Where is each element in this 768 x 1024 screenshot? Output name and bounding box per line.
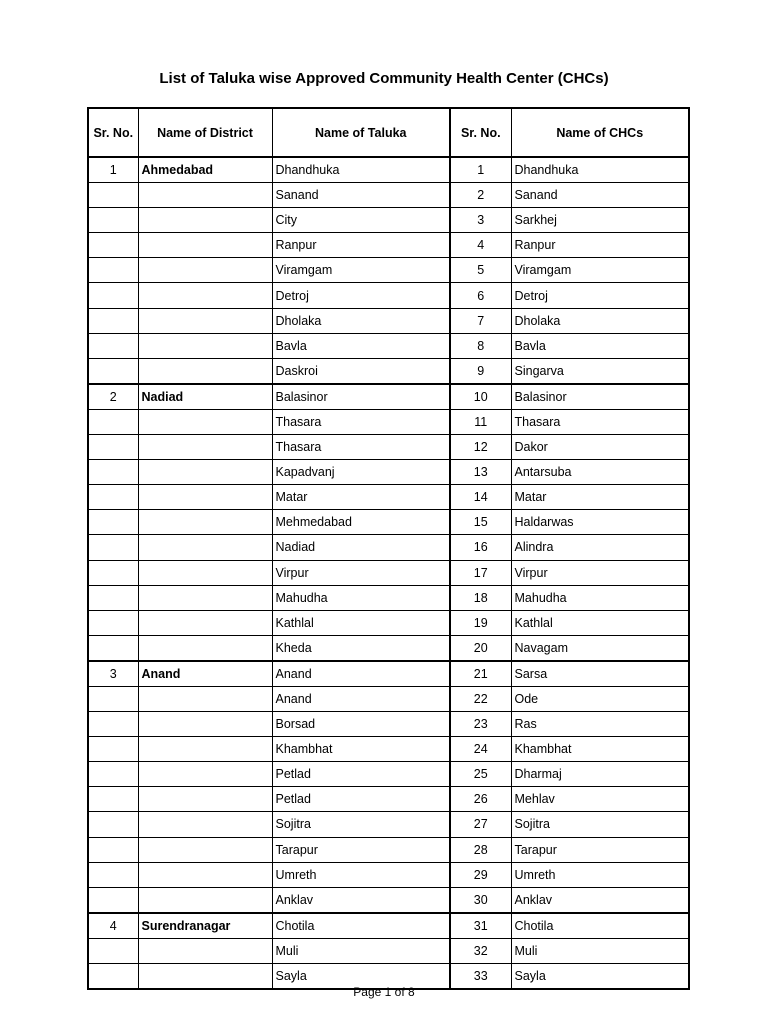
- cell-taluka: Petlad: [272, 762, 450, 787]
- cell-chc-name: Bavla: [511, 333, 689, 358]
- cell-sr-no: [88, 812, 138, 837]
- table-row: [88, 661, 689, 687]
- header-district: Name of District: [138, 108, 272, 157]
- cell-sr-no: [88, 610, 138, 635]
- cell-chc-name: Anklav: [511, 887, 689, 913]
- table-row: [88, 460, 689, 485]
- cell-taluka: Ranpur: [272, 233, 450, 258]
- table-row: [88, 837, 689, 862]
- cell-chc-sr-no: 3: [450, 208, 511, 233]
- cell-chc-name: Chotila: [511, 913, 689, 939]
- page-title: List of Taluka wise Approved Community Health Center (CHCs): [159, 70, 609, 87]
- cell-district: [138, 837, 272, 862]
- table-row: [88, 610, 689, 635]
- cell-sr-no: 3: [88, 661, 138, 687]
- cell-chc-sr-no: 2: [450, 183, 511, 208]
- cell-chc-name: Ranpur: [511, 233, 689, 258]
- cell-chc-sr-no: 13: [450, 460, 511, 485]
- cell-chc-name: Muli: [511, 938, 689, 963]
- cell-chc-name: Mehlav: [511, 787, 689, 812]
- cell-chc-sr-no: 5: [450, 258, 511, 283]
- table-row: [88, 233, 689, 258]
- cell-chc-name: Matar: [511, 485, 689, 510]
- cell-chc-name: Alindra: [511, 535, 689, 560]
- cell-sr-no: [88, 460, 138, 485]
- cell-sr-no: 4: [88, 913, 138, 939]
- cell-chc-name: Dhandhuka: [511, 157, 689, 183]
- table-row: [88, 258, 689, 283]
- cell-district: [138, 762, 272, 787]
- cell-chc-sr-no: 32: [450, 938, 511, 963]
- cell-district: [138, 258, 272, 283]
- cell-district: [138, 233, 272, 258]
- table-row: [88, 585, 689, 610]
- header-chc-name: Name of CHCs: [511, 108, 689, 157]
- cell-taluka: City: [272, 208, 450, 233]
- cell-sr-no: [88, 283, 138, 308]
- table-header-row: [88, 108, 689, 157]
- cell-sr-no: 1: [88, 157, 138, 183]
- cell-district: [138, 585, 272, 610]
- cell-chc-name: Thasara: [511, 409, 689, 434]
- cell-taluka: Dhandhuka: [272, 157, 450, 183]
- cell-sr-no: [88, 712, 138, 737]
- cell-chc-sr-no: 21: [450, 661, 511, 687]
- cell-chc-sr-no: 33: [450, 964, 511, 990]
- cell-district: [138, 610, 272, 635]
- cell-district: [138, 283, 272, 308]
- header-chc-sr-no: Sr. No.: [450, 108, 511, 157]
- cell-sr-no: [88, 862, 138, 887]
- cell-sr-no: [88, 510, 138, 535]
- cell-taluka: Anand: [272, 661, 450, 687]
- cell-taluka: Thasara: [272, 435, 450, 460]
- cell-taluka: Petlad: [272, 787, 450, 812]
- cell-chc-sr-no: 24: [450, 737, 511, 762]
- cell-taluka: Dholaka: [272, 308, 450, 333]
- cell-sr-no: 2: [88, 384, 138, 410]
- cell-chc-sr-no: 1: [450, 157, 511, 183]
- cell-district: [138, 887, 272, 913]
- table-row: [88, 712, 689, 737]
- cell-taluka: Kathlal: [272, 610, 450, 635]
- cell-chc-sr-no: 26: [450, 787, 511, 812]
- table-row: [88, 737, 689, 762]
- cell-sr-no: [88, 308, 138, 333]
- cell-chc-name: Viramgam: [511, 258, 689, 283]
- cell-chc-sr-no: 23: [450, 712, 511, 737]
- cell-chc-sr-no: 9: [450, 358, 511, 384]
- cell-chc-name: Balasinor: [511, 384, 689, 410]
- cell-district: [138, 686, 272, 711]
- table-row: [88, 535, 689, 560]
- cell-chc-name: Sojitra: [511, 812, 689, 837]
- cell-chc-name: Dakor: [511, 435, 689, 460]
- table-row: [88, 635, 689, 661]
- cell-district: [138, 485, 272, 510]
- cell-taluka: Sanand: [272, 183, 450, 208]
- table-row: [88, 812, 689, 837]
- table-row: [88, 938, 689, 963]
- table-row: [88, 485, 689, 510]
- table-row: [88, 333, 689, 358]
- cell-sr-no: [88, 409, 138, 434]
- cell-sr-no: [88, 358, 138, 384]
- cell-chc-sr-no: 19: [450, 610, 511, 635]
- cell-sr-no: [88, 258, 138, 283]
- cell-chc-name: Kathlal: [511, 610, 689, 635]
- cell-taluka: Anand: [272, 686, 450, 711]
- table-row: [88, 308, 689, 333]
- cell-chc-sr-no: 7: [450, 308, 511, 333]
- cell-taluka: Anklav: [272, 887, 450, 913]
- cell-chc-sr-no: 27: [450, 812, 511, 837]
- cell-sr-no: [88, 837, 138, 862]
- cell-chc-sr-no: 30: [450, 887, 511, 913]
- cell-chc-name: Sayla: [511, 964, 689, 990]
- cell-chc-name: Sarkhej: [511, 208, 689, 233]
- cell-sr-no: [88, 435, 138, 460]
- cell-taluka: Mehmedabad: [272, 510, 450, 535]
- cell-taluka: Thasara: [272, 409, 450, 434]
- cell-district: Nadiad: [138, 384, 272, 410]
- cell-taluka: Nadiad: [272, 535, 450, 560]
- cell-district: [138, 712, 272, 737]
- cell-sr-no: [88, 887, 138, 913]
- cell-taluka: Muli: [272, 938, 450, 963]
- cell-district: [138, 787, 272, 812]
- cell-chc-sr-no: 29: [450, 862, 511, 887]
- cell-chc-name: Dholaka: [511, 308, 689, 333]
- cell-sr-no: [88, 233, 138, 258]
- table-row: [88, 435, 689, 460]
- cell-chc-sr-no: 15: [450, 510, 511, 535]
- cell-district: [138, 737, 272, 762]
- cell-chc-name: Tarapur: [511, 837, 689, 862]
- cell-chc-sr-no: 25: [450, 762, 511, 787]
- cell-chc-name: Antarsuba: [511, 460, 689, 485]
- cell-chc-sr-no: 20: [450, 635, 511, 661]
- cell-chc-sr-no: 17: [450, 560, 511, 585]
- cell-taluka: Matar: [272, 485, 450, 510]
- cell-district: [138, 460, 272, 485]
- cell-chc-sr-no: 18: [450, 585, 511, 610]
- cell-chc-name: Navagam: [511, 635, 689, 661]
- cell-chc-name: Mahudha: [511, 585, 689, 610]
- cell-taluka: Viramgam: [272, 258, 450, 283]
- cell-chc-sr-no: 8: [450, 333, 511, 358]
- cell-chc-name: Singarva: [511, 358, 689, 384]
- cell-district: [138, 358, 272, 384]
- cell-taluka: Sojitra: [272, 812, 450, 837]
- cell-sr-no: [88, 585, 138, 610]
- table-row: [88, 358, 689, 384]
- cell-chc-name: Dharmaj: [511, 762, 689, 787]
- header-taluka: Name of Taluka: [272, 108, 450, 157]
- cell-chc-name: Umreth: [511, 862, 689, 887]
- cell-district: [138, 409, 272, 434]
- cell-taluka: Detroj: [272, 283, 450, 308]
- cell-chc-name: Ode: [511, 686, 689, 711]
- chc-table: [87, 107, 690, 990]
- table-row: [88, 887, 689, 913]
- cell-chc-sr-no: 16: [450, 535, 511, 560]
- table-row: [88, 183, 689, 208]
- table-row: [88, 686, 689, 711]
- table-row: [88, 560, 689, 585]
- cell-sr-no: [88, 183, 138, 208]
- cell-sr-no: [88, 938, 138, 963]
- cell-chc-sr-no: 31: [450, 913, 511, 939]
- cell-district: [138, 862, 272, 887]
- cell-taluka: Balasinor: [272, 384, 450, 410]
- cell-taluka: Khambhat: [272, 737, 450, 762]
- cell-taluka: Kapadvanj: [272, 460, 450, 485]
- cell-district: [138, 535, 272, 560]
- table-row: [88, 510, 689, 535]
- cell-taluka: Daskroi: [272, 358, 450, 384]
- cell-sr-no: [88, 208, 138, 233]
- cell-sr-no: [88, 560, 138, 585]
- cell-chc-name: Khambhat: [511, 737, 689, 762]
- cell-taluka: Umreth: [272, 862, 450, 887]
- cell-taluka: Borsad: [272, 712, 450, 737]
- cell-sr-no: [88, 686, 138, 711]
- cell-chc-sr-no: 11: [450, 409, 511, 434]
- cell-sr-no: [88, 787, 138, 812]
- table-row: [88, 283, 689, 308]
- cell-sr-no: [88, 333, 138, 358]
- table-row: [88, 208, 689, 233]
- cell-taluka: Mahudha: [272, 585, 450, 610]
- cell-chc-name: Detroj: [511, 283, 689, 308]
- cell-district: Anand: [138, 661, 272, 687]
- cell-chc-sr-no: 6: [450, 283, 511, 308]
- cell-chc-sr-no: 14: [450, 485, 511, 510]
- cell-chc-name: Ras: [511, 712, 689, 737]
- table-row: [88, 787, 689, 812]
- cell-sr-no: [88, 635, 138, 661]
- cell-chc-sr-no: 10: [450, 384, 511, 410]
- cell-taluka: Bavla: [272, 333, 450, 358]
- cell-chc-sr-no: 12: [450, 435, 511, 460]
- cell-district: Surendranagar: [138, 913, 272, 939]
- table-row: [88, 157, 689, 183]
- table-row: [88, 762, 689, 787]
- cell-district: [138, 183, 272, 208]
- cell-district: [138, 560, 272, 585]
- header-sr-no: Sr. No.: [88, 108, 138, 157]
- cell-district: [138, 333, 272, 358]
- cell-sr-no: [88, 737, 138, 762]
- cell-chc-sr-no: 22: [450, 686, 511, 711]
- cell-district: [138, 635, 272, 661]
- cell-chc-sr-no: 28: [450, 837, 511, 862]
- cell-taluka: Virpur: [272, 560, 450, 585]
- table-row: [88, 384, 689, 410]
- cell-taluka: Chotila: [272, 913, 450, 939]
- cell-district: [138, 208, 272, 233]
- cell-taluka: Sayla: [272, 964, 450, 990]
- cell-district: [138, 938, 272, 963]
- cell-chc-name: Sarsa: [511, 661, 689, 687]
- cell-sr-no: [88, 535, 138, 560]
- table-row: [88, 913, 689, 939]
- cell-sr-no: [88, 485, 138, 510]
- cell-district: [138, 308, 272, 333]
- cell-district: Ahmedabad: [138, 157, 272, 183]
- cell-chc-name: Haldarwas: [511, 510, 689, 535]
- cell-chc-name: Sanand: [511, 183, 689, 208]
- cell-district: [138, 435, 272, 460]
- cell-district: [138, 812, 272, 837]
- table-row: [88, 862, 689, 887]
- table-body: [88, 157, 689, 989]
- cell-chc-name: Virpur: [511, 560, 689, 585]
- table-row: [88, 409, 689, 434]
- cell-district: [138, 510, 272, 535]
- cell-sr-no: [88, 762, 138, 787]
- page-footer: Page 1 of 8: [353, 985, 415, 999]
- cell-chc-sr-no: 4: [450, 233, 511, 258]
- cell-taluka: Kheda: [272, 635, 450, 661]
- cell-taluka: Tarapur: [272, 837, 450, 862]
